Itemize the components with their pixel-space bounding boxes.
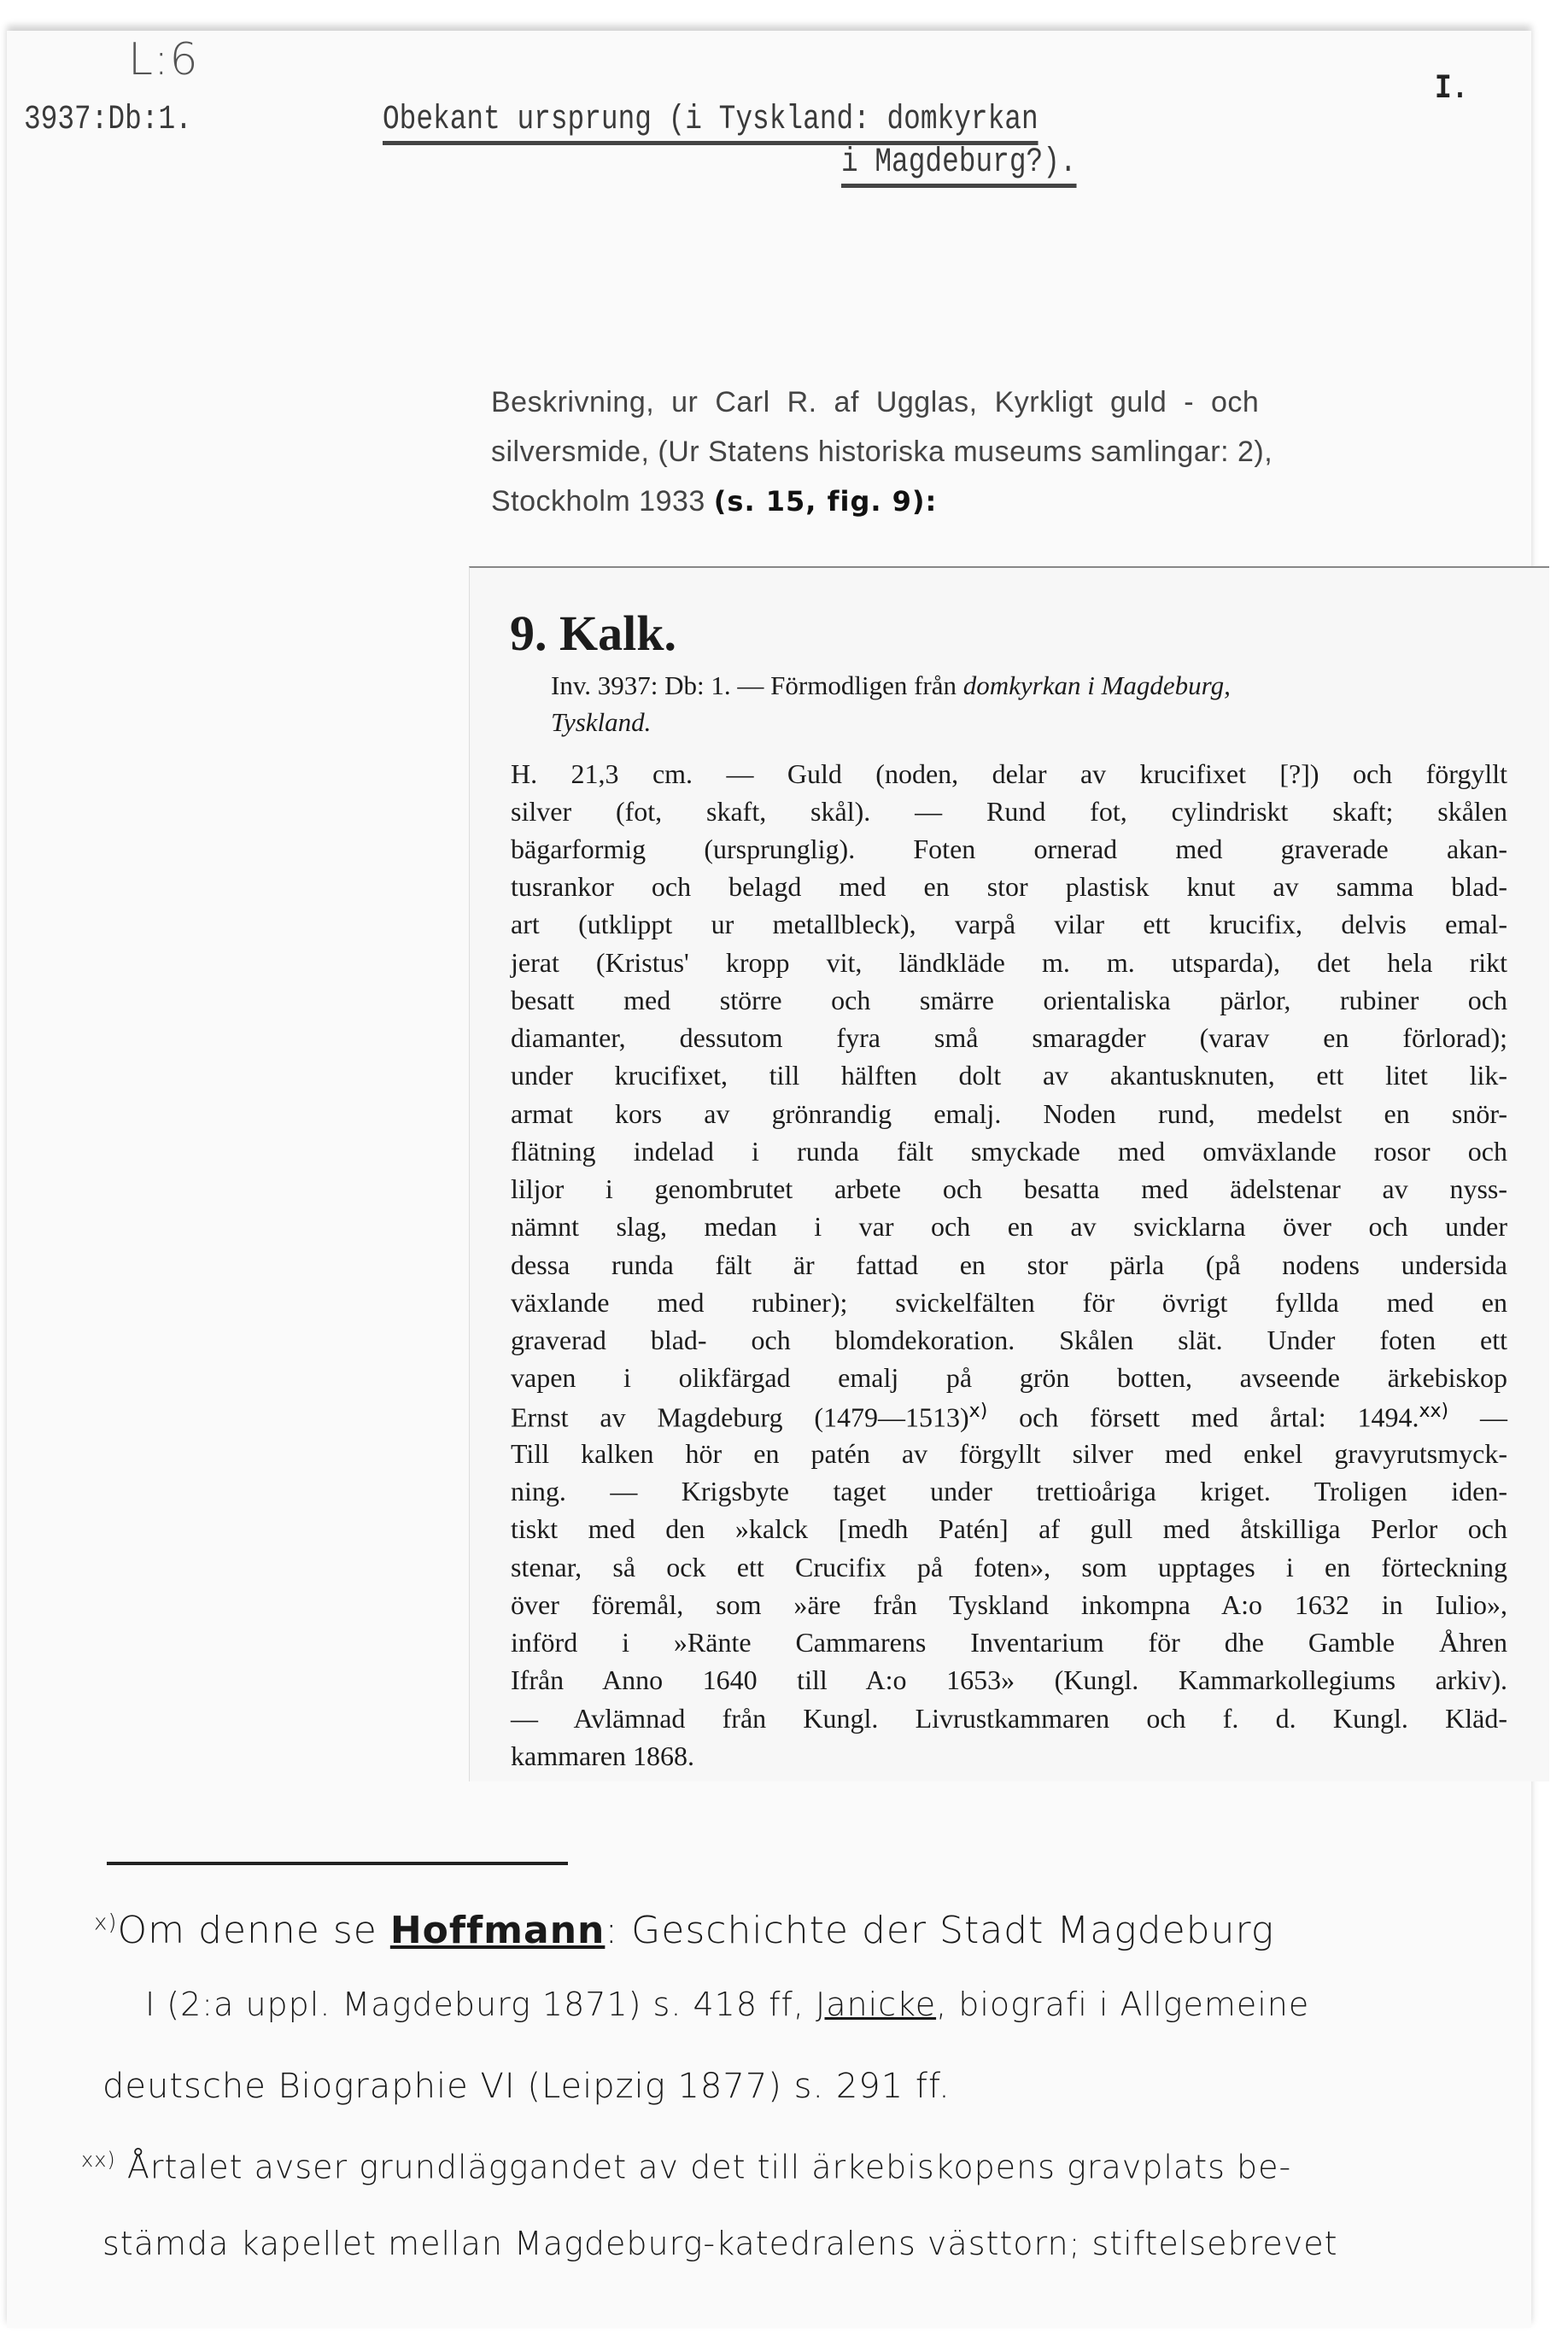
footnote-2-mark: xx) [81,2148,116,2172]
footnote-text: I (2:a uppl. Magdeburg 1871) s. 418 ff, [145,1986,816,2023]
footnote-1-mark: x) [94,1910,118,1936]
inv-line [551,670,1231,701]
footnote-1-line-3: deutsche Biographie VI (Leipzig 1877) s. 291 ff. [102,2067,951,2106]
footnote-rule [107,1862,568,1865]
body-line: H. 21,3 cm. — Guld (noden, delar av krucifixet [?]) och förgyllt [511,758,1507,789]
body-line: liljor i genombrutet arbete och besatta med ädelstenar av nyss- [511,1173,1507,1204]
title-line-2-text: i Magdeburg?). [841,143,1077,188]
body-line: vapen i olikfärgad emalj på grön botten, avseende ärkebiskop [511,1362,1507,1393]
body-line: stenar, så ock ett Crucifix på foten», som upptages i en förteckning [511,1552,1507,1582]
body-line: — Avlämnad från Kungl. Livrustkammaren och f. d. Kungl. Kläd- [511,1703,1507,1734]
body-line: Ifrån Anno 1640 till A:o 1653» (Kungl. Kammarkollegiums arkiv). [511,1664,1507,1695]
handwritten-reference: L:6 [128,34,199,85]
footnote-1-line-1 [94,1909,1274,1952]
body-line: besatt med större och smärre orientaliska pärlor, rubiner och [511,985,1507,1015]
inv-prefix: Inv. 3937: Db: 1. — Förmodligen från [551,670,963,700]
body-line: tiskt med den »kalck [medh Patén] af gull med åtskilliga Perlor och [511,1513,1507,1544]
title-line-2 [841,143,1077,182]
inv-line-2: Tyskland. [551,707,652,737]
body-line: tusrankor och belagd med en stor plastisk knut av samma blad- [511,871,1507,902]
footnote-text: Om denne se [117,1909,390,1952]
body-line: över föremål, som »äre från Tyskland inkompna A:o 1632 in Iulio», [511,1589,1507,1620]
body-line: växlande med rubiner); svickelfälten för övrigt fyllda med en [511,1287,1507,1318]
body-line: Till kalken hör en patén av förgyllt silver med enkel gravyrutsmyck- [511,1438,1507,1469]
body-line: bägarformig (ursprunglig). Foten ornerad med graverade akan- [511,834,1507,864]
footnote-text: Årtalet avser grundläggandet av det till ärkebiskopens gravplats be- [126,2148,1292,2186]
footnote-author: Hoffmann [389,1909,606,1952]
footnote-mark-2: xx) [1419,1401,1449,1422]
body-line: silver (fot, skaft, skål). — Rund fot, cylindriskt skaft; skålen [511,796,1507,827]
title-line-1-text: Obekant ursprung (i Tyskland: domkyrkan [383,101,1039,145]
inventory-number: 3937:Db:1. [24,101,192,139]
body-line: dessa runda fält är fattad en stor pärla (på nodens undersida [511,1249,1507,1280]
footnote-text: : Geschichte der Stadt Magdeburg [605,1909,1275,1952]
body-line: kammaren 1868. [511,1740,695,1771]
body-line: graverad blad- och blomdekoration. Skålen slät. Under foten ett [511,1325,1507,1355]
citation-line-1: Beskrivning, ur Carl R. af Ugglas, Kyrkligt guld - och [491,386,1260,418]
page-number: I. [1435,70,1469,108]
body-line: armat kors av grönrandig emalj. Noden rund, medelst en snör- [511,1098,1507,1129]
handwritten-page-ref: (s. 15, fig. 9): [713,485,938,518]
entry-heading: 9. Kalk. [510,605,676,661]
body-line: art (utklippt ur metallbleck), varpå vilar ett krucifix, delvis emal- [511,909,1507,939]
footnote-2-line-1 [81,2148,1291,2186]
body-line: flätning indelad i runda fält smyckade med omväxlande rosor och [511,1136,1507,1167]
inv-place: domkyrkan i Magdeburg, [962,670,1231,700]
body-line: införd i »Ränte Cammarens Inventarium för dhe Gamble Åhren [511,1627,1507,1658]
footnote-mark-1: x) [968,1401,988,1422]
title-line-1 [383,101,1039,139]
body-text: Ernst av Magdeburg (1479—1513) [511,1401,969,1433]
body-line: jerat (Kristus' kropp vit, ländkläde m. m. utsparda), det hela rikt [511,947,1507,978]
body-line: under krucifixet, till hälften dolt av akantusknuten, ett litet lik- [511,1060,1507,1091]
footnote-author: Janicke [816,1986,937,2023]
body-line-footnote-marks [511,1401,1507,1434]
footnote-2-line-2: stämda kapellet mellan Magdeburg-katedralens västtorn; stiftelsebrevet [102,2225,1338,2262]
footnote-1-line-2 [145,1986,1309,2023]
body-line: diamanter, dessutom fyra små smaragder (varav en förlorad); [511,1022,1507,1053]
citation-place-year: Stockholm 1933 [491,485,705,518]
citation-line-2: silversmide, (Ur Statens historiska museums samlingar: 2), [491,436,1273,468]
citation-line-3 [491,485,937,518]
footnote-text: , biografi i Allgemeine [936,1986,1310,2023]
body-line: nämnt slag, medan i var och en av svicklarna över och under [511,1211,1507,1242]
body-line: ning. — Krigsbyte taget under trettioåriga kriget. Troligen iden- [511,1476,1507,1506]
body-text: — [1480,1401,1508,1433]
body-text: och försett med årtal: 1494. [1019,1401,1419,1433]
